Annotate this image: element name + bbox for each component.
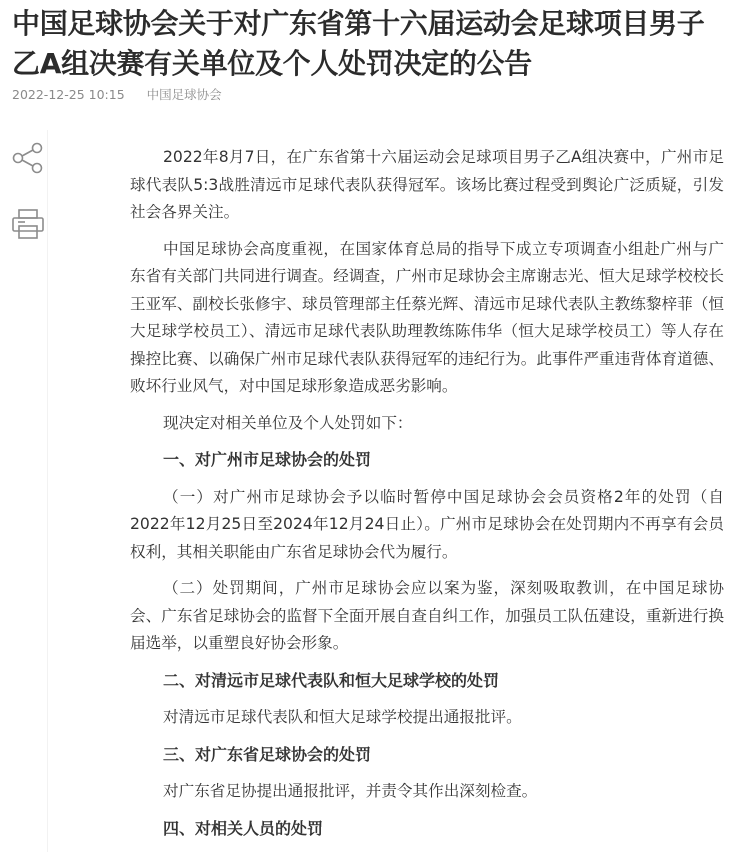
article-toolbar	[0, 130, 48, 852]
print-icon	[10, 206, 46, 242]
section-heading: 一、对广州市足球协会的处罚	[163, 450, 372, 469]
publish-date: 2022-12-25 10:15	[12, 87, 125, 102]
article-body	[130, 144, 724, 852]
paragraph: （二）处罚期间，广州市足球协会应以案为鉴，深刻吸取教训，在中国足球协会、广东省足球协会的监督下全面开展自查自纠工作，加强员工队伍建设，重新进行换届选举，以重塑良好协会形象。	[130, 579, 724, 652]
paragraph: 对广东省足协提出通报批评，并责令其作出深刻检查。	[163, 782, 538, 800]
section-heading: 二、对清远市足球代表队和恒大足球学校的处罚	[163, 670, 500, 690]
article-title: 中国足球协会关于对广东省第十六届运动会足球项目男子乙A组决赛有关单位及个人处罚决定的公告	[12, 7, 705, 80]
section-heading: 三、对广东省足球协会的处罚	[163, 744, 372, 764]
paragraph: 现决定对相关单位及个人处罚如下：	[163, 413, 413, 432]
article-meta	[12, 86, 240, 104]
paragraph: 中国足球协会高度重视，在国家体育总局的指导下成立专项调查小组赴广州与广东省有关部门共同进行调查。经调查，广州市足球协会主席谢志光、恒大足球学校校长王亚军、副校长张修宇、球员管理部主任蔡光辉、清远市足球代表队主教练黎梓菲（恒大足球学校员工）、清远市足球代表队助理教练陈伟华（恒大足球学校员工）等人存在操控比赛、以确保广州市足球代表队获得冠军的违纪行为。此事件严重违背体育道德、败坏行业风气，对中国足球形象造成恶劣影响。	[130, 239, 724, 395]
section-heading: 四、对相关人员的处罚	[163, 818, 324, 838]
print-button[interactable]	[10, 206, 46, 242]
share-icon	[10, 140, 46, 176]
article-source: 中国足球协会	[146, 87, 222, 102]
share-button[interactable]	[10, 140, 46, 176]
paragraph: 对清远市足球代表队和恒大足球学校提出通报批评。	[163, 708, 522, 726]
paragraph: （一）对广州市足球协会予以临时暂停中国足球协会会员资格2年的处罚（自2022年12月25日至2024年12月24日止）。广州市足球协会在处罚期内不再享有会员权利，其相关职能由广东省足球协会代为履行。	[130, 487, 724, 561]
paragraph: 2022年8月7日，在广东省第十六届运动会足球项目男子乙A组决赛中，广州市足球代表队5:3战胜清远市足球代表队获得冠军。该场比赛过程受到舆论广泛质疑，引发社会各界关注。	[130, 148, 724, 221]
